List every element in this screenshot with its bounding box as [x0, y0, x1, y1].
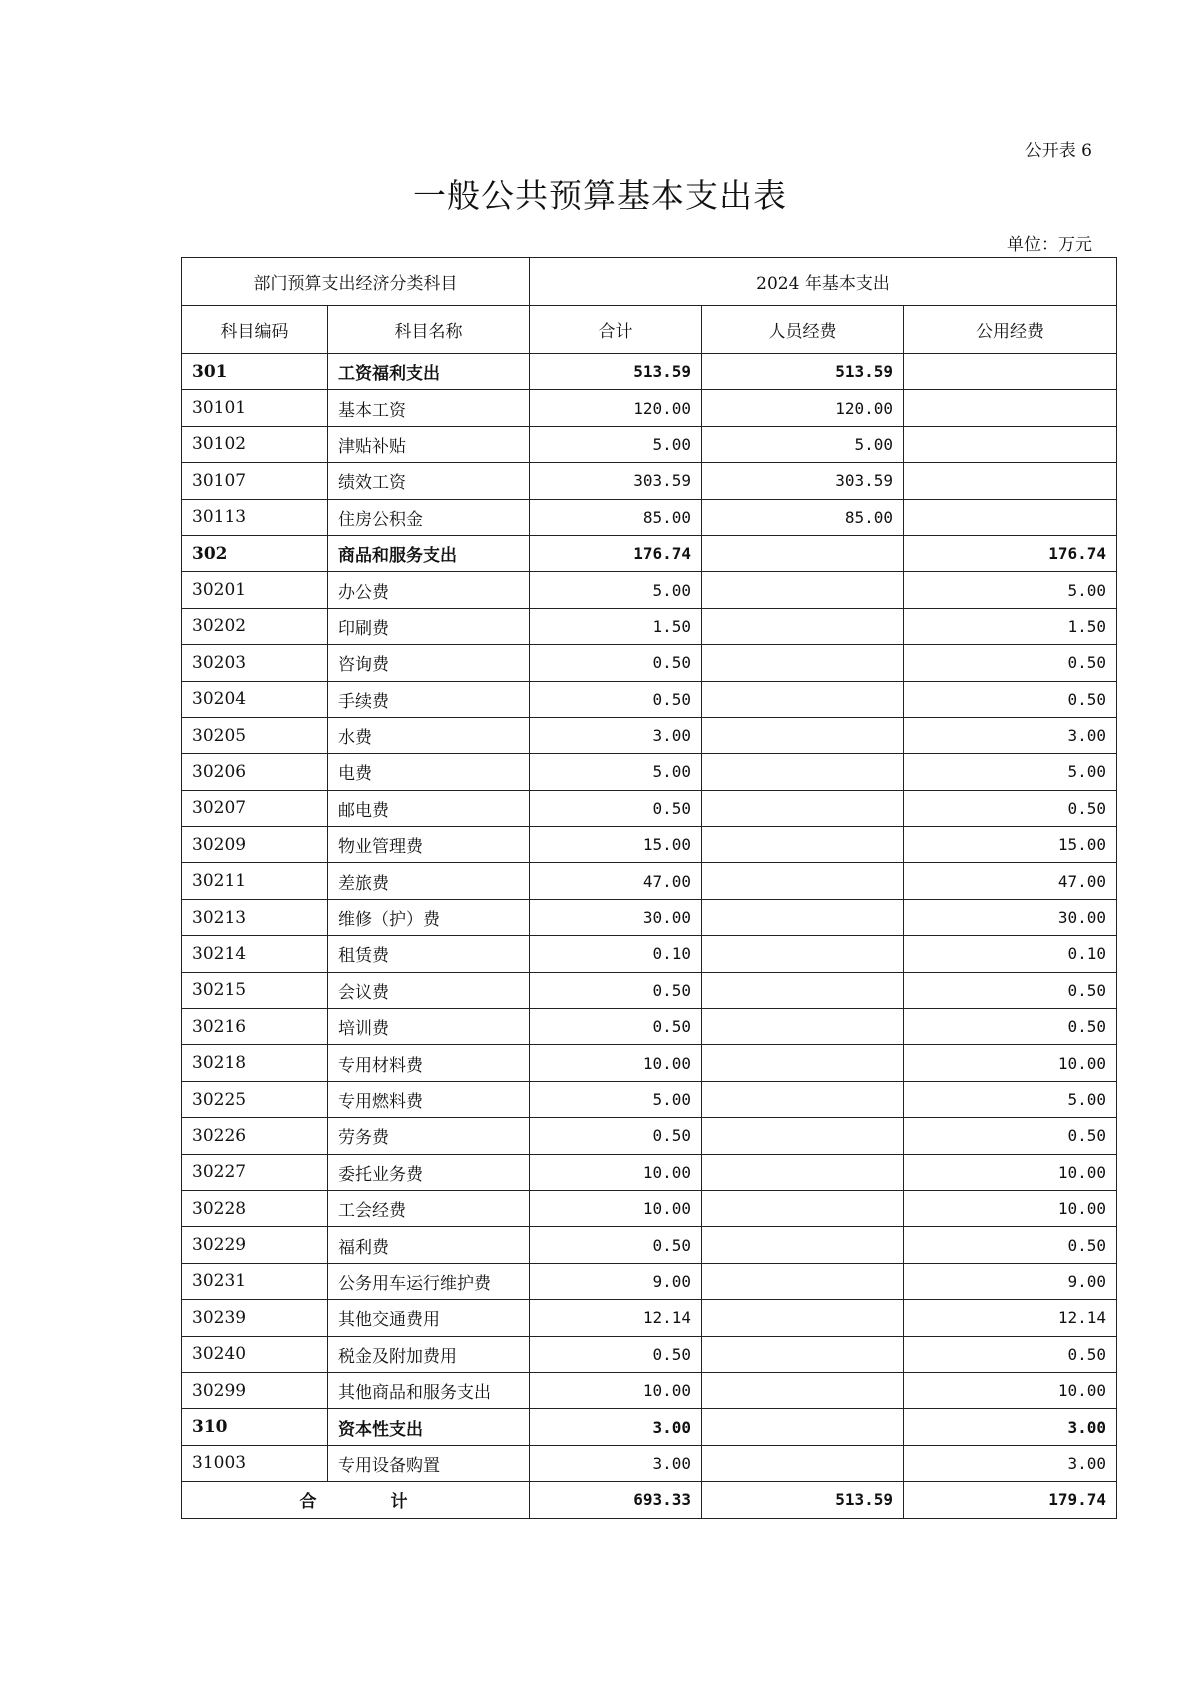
- table-row: [182, 1372, 1117, 1408]
- cell-total: 0.50: [530, 972, 702, 1008]
- cell-total: 5.00: [530, 1081, 702, 1117]
- cell-total: 0.50: [530, 1009, 702, 1045]
- cell-total: 5.00: [530, 572, 702, 608]
- cell-public: 5.00: [904, 1081, 1117, 1117]
- cell-name: 公务用车运行维护费: [328, 1263, 530, 1299]
- table-row: [182, 899, 1117, 935]
- cell-name: 办公费: [328, 572, 530, 608]
- cell-code: 30204: [182, 681, 328, 717]
- table-row: [182, 463, 1117, 499]
- cell-code: 30213: [182, 899, 328, 935]
- header-total: 合计: [530, 306, 702, 354]
- cell-name: 会议费: [328, 972, 530, 1008]
- cell-public: 30.00: [904, 899, 1117, 935]
- table-row: [182, 1045, 1117, 1081]
- cell-public: [904, 426, 1117, 462]
- cell-public: 15.00: [904, 827, 1117, 863]
- cell-public: 0.50: [904, 1118, 1117, 1154]
- cell-personnel: [702, 1190, 904, 1226]
- cell-total: 5.00: [530, 754, 702, 790]
- page-title: 一般公共预算基本支出表: [413, 176, 787, 215]
- cell-personnel: [702, 1336, 904, 1372]
- table-row: [182, 972, 1117, 1008]
- cell-personnel: [702, 827, 904, 863]
- table-row: [182, 499, 1117, 535]
- cell-personnel: [702, 1409, 904, 1445]
- table-row: [182, 754, 1117, 790]
- cell-personnel: [702, 1227, 904, 1263]
- table-row: [182, 1190, 1117, 1226]
- cell-personnel: [702, 790, 904, 826]
- cell-code: 30202: [182, 608, 328, 644]
- cell-personnel: [702, 1118, 904, 1154]
- table-row: [182, 717, 1117, 753]
- cell-personnel: [702, 972, 904, 1008]
- cell-public: 10.00: [904, 1372, 1117, 1408]
- cell-personnel: [702, 899, 904, 935]
- cell-code: 30206: [182, 754, 328, 790]
- cell-personnel: 513.59: [702, 354, 904, 390]
- cell-public: 5.00: [904, 572, 1117, 608]
- cell-public: 9.00: [904, 1263, 1117, 1299]
- total-sum: 693.33: [530, 1482, 702, 1518]
- total-label-left: 合: [299, 1492, 321, 1513]
- total-public: 179.74: [904, 1482, 1117, 1518]
- cell-total: 85.00: [530, 499, 702, 535]
- cell-total: 30.00: [530, 899, 702, 935]
- cell-name: 商品和服务支出: [328, 535, 530, 571]
- cell-name: 劳务费: [328, 1118, 530, 1154]
- cell-name: 其他商品和服务支出: [328, 1372, 530, 1408]
- cell-personnel: [702, 1372, 904, 1408]
- cell-public: 0.50: [904, 645, 1117, 681]
- cell-name: 租赁费: [328, 936, 530, 972]
- cell-total: 3.00: [530, 717, 702, 753]
- cell-personnel: [702, 608, 904, 644]
- budget-table: [181, 257, 1117, 1519]
- cell-public: 3.00: [904, 717, 1117, 753]
- cell-personnel: 5.00: [702, 426, 904, 462]
- cell-name: 津贴补贴: [328, 426, 530, 462]
- table-row: [182, 1409, 1117, 1445]
- cell-personnel: [702, 535, 904, 571]
- cell-public: 1.50: [904, 608, 1117, 644]
- table-body: [182, 354, 1117, 1482]
- cell-public: [904, 390, 1117, 426]
- cell-name: 物业管理费: [328, 827, 530, 863]
- cell-personnel: [702, 645, 904, 681]
- header-personnel: 人员经费: [702, 306, 904, 354]
- cell-total: 1.50: [530, 608, 702, 644]
- total-label: [182, 1482, 530, 1518]
- cell-total: 513.59: [530, 354, 702, 390]
- cell-code: 30239: [182, 1300, 328, 1336]
- cell-personnel: [702, 1009, 904, 1045]
- table-row: [182, 645, 1117, 681]
- table-row: [182, 1118, 1117, 1154]
- table-row: [182, 390, 1117, 426]
- cell-name: 手续费: [328, 681, 530, 717]
- cell-personnel: [702, 717, 904, 753]
- table-row: [182, 608, 1117, 644]
- cell-total: 176.74: [530, 535, 702, 571]
- cell-public: 0.10: [904, 936, 1117, 972]
- cell-public: 12.14: [904, 1300, 1117, 1336]
- cell-code: 30201: [182, 572, 328, 608]
- cell-code: 30214: [182, 936, 328, 972]
- cell-name: 咨询费: [328, 645, 530, 681]
- cell-code: 30225: [182, 1081, 328, 1117]
- header-name: 科目名称: [328, 306, 530, 354]
- cell-personnel: [702, 681, 904, 717]
- cell-code: 30203: [182, 645, 328, 681]
- cell-total: 0.50: [530, 1227, 702, 1263]
- table-row: [182, 827, 1117, 863]
- cell-public: 3.00: [904, 1409, 1117, 1445]
- cell-code: 30299: [182, 1372, 328, 1408]
- cell-personnel: [702, 1263, 904, 1299]
- cell-code: 30102: [182, 426, 328, 462]
- table-row: [182, 681, 1117, 717]
- cell-code: 30218: [182, 1045, 328, 1081]
- cell-name: 专用材料费: [328, 1045, 530, 1081]
- cell-code: 30226: [182, 1118, 328, 1154]
- cell-public: 3.00: [904, 1445, 1117, 1481]
- cell-name: 工会经费: [328, 1190, 530, 1226]
- cell-name: 印刷费: [328, 608, 530, 644]
- cell-total: 0.50: [530, 1336, 702, 1372]
- cell-public: [904, 499, 1117, 535]
- cell-name: 邮电费: [328, 790, 530, 826]
- cell-total: 0.50: [530, 1118, 702, 1154]
- cell-personnel: [702, 754, 904, 790]
- table-row: [182, 1009, 1117, 1045]
- cell-code: 30227: [182, 1154, 328, 1190]
- cell-total: 303.59: [530, 463, 702, 499]
- cell-name: 维修（护）费: [328, 899, 530, 935]
- cell-total: 47.00: [530, 863, 702, 899]
- cell-name: 培训费: [328, 1009, 530, 1045]
- table-row: [182, 1227, 1117, 1263]
- cell-total: 10.00: [530, 1190, 702, 1226]
- cell-public: 10.00: [904, 1045, 1117, 1081]
- cell-public: 5.00: [904, 754, 1117, 790]
- table-row: [182, 1336, 1117, 1372]
- cell-code: 30215: [182, 972, 328, 1008]
- cell-name: 资本性支出: [328, 1409, 530, 1445]
- cell-name: 绩效工资: [328, 463, 530, 499]
- cell-name: 其他交通费用: [328, 1300, 530, 1336]
- cell-name: 住房公积金: [328, 499, 530, 535]
- unit-label: 单位：万元: [1007, 235, 1092, 255]
- form-number: 公开表 6: [1024, 141, 1092, 161]
- cell-name: 电费: [328, 754, 530, 790]
- cell-total: 120.00: [530, 390, 702, 426]
- cell-public: 10.00: [904, 1154, 1117, 1190]
- cell-public: 0.50: [904, 1009, 1117, 1045]
- cell-public: 0.50: [904, 1227, 1117, 1263]
- cell-total: 0.50: [530, 645, 702, 681]
- cell-total: 5.00: [530, 426, 702, 462]
- cell-code: 30205: [182, 717, 328, 753]
- table-row: [182, 354, 1117, 390]
- cell-personnel: [702, 936, 904, 972]
- table-row: [182, 1154, 1117, 1190]
- cell-personnel: [702, 1300, 904, 1336]
- table-row: [182, 790, 1117, 826]
- cell-code: 31003: [182, 1445, 328, 1481]
- cell-code: 30211: [182, 863, 328, 899]
- cell-total: 0.50: [530, 790, 702, 826]
- cell-public: 176.74: [904, 535, 1117, 571]
- cell-personnel: 120.00: [702, 390, 904, 426]
- cell-code: 30209: [182, 827, 328, 863]
- cell-total: 0.50: [530, 681, 702, 717]
- cell-total: 10.00: [530, 1372, 702, 1408]
- cell-code: 30216: [182, 1009, 328, 1045]
- total-row: [182, 1482, 1117, 1518]
- header-code: 科目编码: [182, 306, 328, 354]
- header-basic-expenditure: 2024 年基本支出: [530, 258, 1117, 306]
- cell-personnel: [702, 1081, 904, 1117]
- cell-name: 基本工资: [328, 390, 530, 426]
- cell-public: 0.50: [904, 972, 1117, 1008]
- cell-total: 9.00: [530, 1263, 702, 1299]
- cell-personnel: [702, 572, 904, 608]
- cell-personnel: [702, 1445, 904, 1481]
- cell-name: 福利费: [328, 1227, 530, 1263]
- cell-personnel: [702, 863, 904, 899]
- cell-total: 10.00: [530, 1154, 702, 1190]
- cell-personnel: [702, 1154, 904, 1190]
- cell-total: 3.00: [530, 1409, 702, 1445]
- table-row: [182, 426, 1117, 462]
- table-row: [182, 1263, 1117, 1299]
- cell-code: 30229: [182, 1227, 328, 1263]
- cell-name: 委托业务费: [328, 1154, 530, 1190]
- table-row: [182, 535, 1117, 571]
- header-public: 公用经费: [904, 306, 1117, 354]
- cell-total: 3.00: [530, 1445, 702, 1481]
- table-row: [182, 863, 1117, 899]
- cell-code: 30113: [182, 499, 328, 535]
- cell-name: 差旅费: [328, 863, 530, 899]
- table-row: [182, 1445, 1117, 1481]
- cell-code: 30231: [182, 1263, 328, 1299]
- cell-name: 专用设备购置: [328, 1445, 530, 1481]
- header-classification: 部门预算支出经济分类科目: [182, 258, 530, 306]
- cell-public: 47.00: [904, 863, 1117, 899]
- cell-public: 10.00: [904, 1190, 1117, 1226]
- cell-code: 30207: [182, 790, 328, 826]
- cell-total: 10.00: [530, 1045, 702, 1081]
- cell-public: 0.50: [904, 790, 1117, 826]
- cell-name: 专用燃料费: [328, 1081, 530, 1117]
- cell-public: 0.50: [904, 1336, 1117, 1372]
- cell-public: [904, 354, 1117, 390]
- table-row: [182, 1300, 1117, 1336]
- cell-personnel: [702, 1045, 904, 1081]
- cell-public: [904, 463, 1117, 499]
- cell-code: 30107: [182, 463, 328, 499]
- cell-code: 30240: [182, 1336, 328, 1372]
- total-label-right: 计: [390, 1492, 412, 1513]
- cell-personnel: 85.00: [702, 499, 904, 535]
- cell-name: 税金及附加费用: [328, 1336, 530, 1372]
- cell-code: 302: [182, 535, 328, 571]
- cell-total: 15.00: [530, 827, 702, 863]
- cell-public: 0.50: [904, 681, 1117, 717]
- cell-total: 12.14: [530, 1300, 702, 1336]
- total-personnel: 513.59: [702, 1482, 904, 1518]
- table-row: [182, 1081, 1117, 1117]
- cell-total: 0.10: [530, 936, 702, 972]
- cell-name: 工资福利支出: [328, 354, 530, 390]
- cell-code: 301: [182, 354, 328, 390]
- table-row: [182, 572, 1117, 608]
- cell-name: 水费: [328, 717, 530, 753]
- table-row: [182, 936, 1117, 972]
- cell-code: 310: [182, 1409, 328, 1445]
- cell-code: 30101: [182, 390, 328, 426]
- cell-personnel: 303.59: [702, 463, 904, 499]
- cell-code: 30228: [182, 1190, 328, 1226]
